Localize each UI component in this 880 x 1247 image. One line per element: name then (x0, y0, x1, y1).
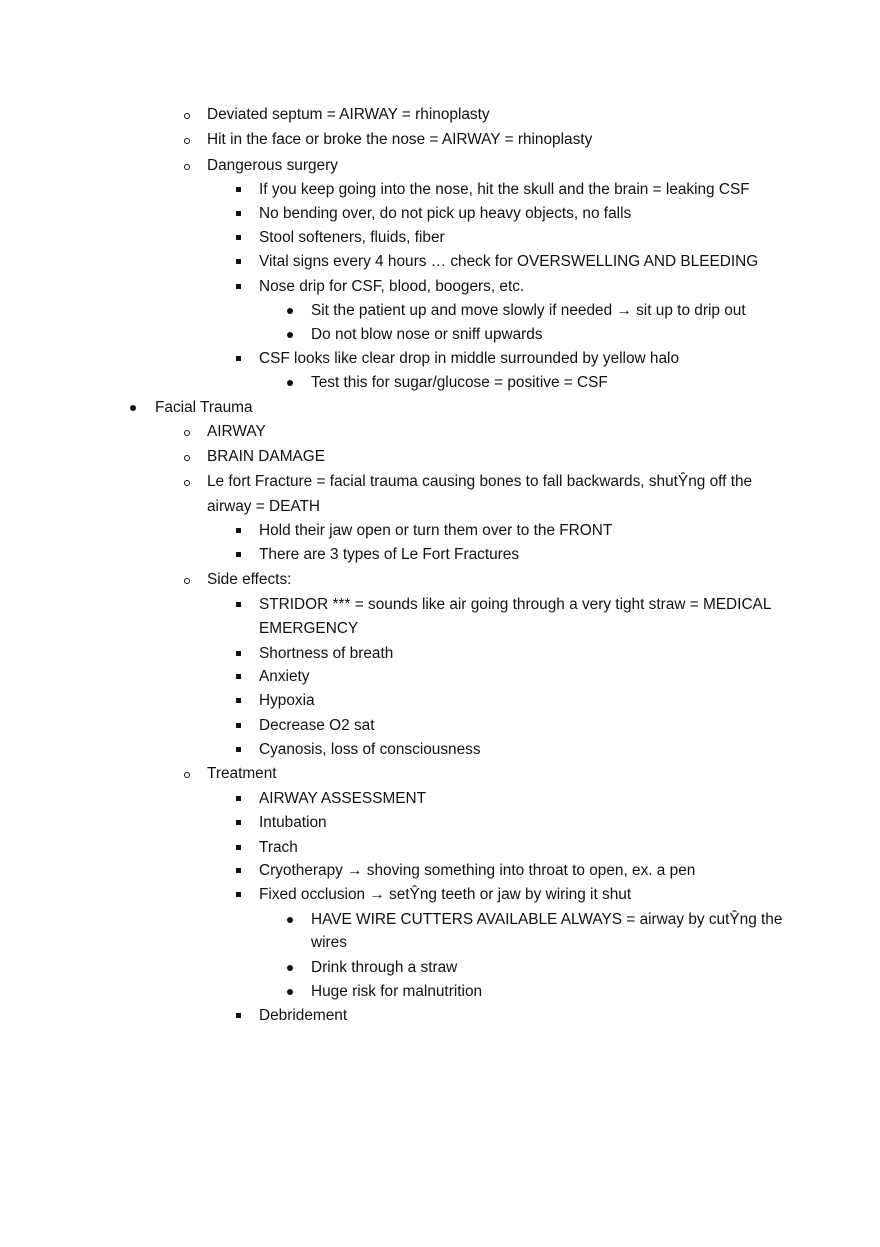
square-bullet-icon (231, 813, 245, 825)
list-item: BRAIN DAMAGE (207, 448, 326, 465)
circle-bullet-icon (180, 156, 194, 170)
list-item: Huge risk for malnutrition (311, 983, 483, 1000)
list-item: AIRWAY (207, 423, 266, 440)
list-item-continuation: wires (311, 934, 347, 951)
list-item: Side effects: (207, 571, 292, 588)
square-bullet-icon (231, 252, 245, 264)
circle-bullet-icon (180, 764, 194, 778)
list-item: Trach (259, 839, 298, 856)
list-item: AIRWAY ASSESSMENT (259, 790, 427, 807)
list-item: If you keep going into the nose, hit the skull and the brain = leaking CSF (259, 181, 750, 198)
list-item: Nose drip for CSF, blood, boogers, etc. (259, 278, 525, 295)
square-bullet-icon (231, 838, 245, 850)
list-item: Le fort Fracture = facial trauma causing bones to fall backwards, shutŶng off the (207, 473, 753, 490)
list-item: Anxiety (259, 668, 310, 685)
list-item: Test this for sugar/glucose = positive = CSF (311, 374, 608, 391)
list-item: Treatment (207, 765, 277, 782)
list-item: Decrease O2 sat (259, 717, 375, 734)
square-bullet-icon (231, 667, 245, 679)
circle-bullet-icon (180, 447, 194, 461)
square-bullet-icon (231, 644, 245, 656)
list-item: No bending over, do not pick up heavy objects, no falls (259, 205, 632, 222)
square-bullet-icon (231, 521, 245, 533)
square-bullet-icon (231, 691, 245, 703)
bullet-icon (283, 910, 297, 923)
list-item: Debridement (259, 1007, 348, 1024)
list-item: Hit in the face or broke the nose = AIRWAY = rhinoplasty (207, 131, 593, 148)
circle-bullet-icon (180, 422, 194, 436)
list-item: Do not blow nose or sniff upwards (311, 326, 543, 343)
list-item: Vital signs every 4 hours … check for OVERSWELLING AND BLEEDING (259, 253, 759, 270)
list-item: CSF looks like clear drop in middle surrounded by yellow halo (259, 350, 680, 367)
list-item-continuation: EMERGENCY (259, 620, 359, 637)
list-item-continuation: airway = DEATH (207, 498, 321, 515)
list-item: There are 3 types of Le Fort Fractures (259, 546, 520, 563)
list-item: Hypoxia (259, 692, 315, 709)
square-bullet-icon (231, 716, 245, 728)
square-bullet-icon (231, 885, 245, 897)
circle-bullet-icon (180, 570, 194, 584)
square-bullet-icon (231, 595, 245, 607)
square-bullet-icon (231, 545, 245, 557)
list-item: Deviated septum = AIRWAY = rhinoplasty (207, 106, 490, 123)
square-bullet-icon (231, 180, 245, 192)
square-bullet-icon (231, 228, 245, 240)
list-item: Drink through a straw (311, 959, 458, 976)
square-bullet-icon (231, 204, 245, 216)
square-bullet-icon (231, 349, 245, 361)
bullet-icon (283, 982, 297, 995)
list-item: Cryotherapy → shoving something into throat to open, ex. a pen (259, 862, 696, 879)
square-bullet-icon (231, 740, 245, 752)
list-item: STRIDOR *** = sounds like air going through a very tight straw = MEDICAL (259, 596, 772, 613)
circle-bullet-icon (180, 472, 194, 486)
circle-bullet-icon (180, 130, 194, 144)
list-item: Hold their jaw open or turn them over to the FRONT (259, 522, 613, 539)
square-bullet-icon (231, 1006, 245, 1018)
section-heading: Facial Trauma (155, 399, 253, 416)
list-item: HAVE WIRE CUTTERS AVAILABLE ALWAYS = airway by cutŶng the (311, 911, 783, 928)
bullet-icon (283, 373, 297, 386)
list-item: Intubation (259, 814, 327, 831)
list-item: Cyanosis, loss of consciousness (259, 741, 481, 758)
bullet-icon (283, 301, 297, 314)
circle-bullet-icon (180, 105, 194, 119)
list-item: Fixed occlusion → setŶng teeth or jaw by wiring it shut (259, 886, 632, 903)
list-item: Dangerous surgery (207, 157, 338, 174)
square-bullet-icon (231, 277, 245, 289)
square-bullet-icon (231, 861, 245, 873)
bullet-icon (283, 325, 297, 338)
bullet-icon (126, 398, 140, 411)
list-item: Shortness of breath (259, 645, 394, 662)
bullet-icon (283, 958, 297, 971)
square-bullet-icon (231, 789, 245, 801)
list-item: Sit the patient up and move slowly if needed → sit up to drip out (311, 302, 746, 319)
list-item: Stool softeners, fluids, fiber (259, 229, 445, 246)
